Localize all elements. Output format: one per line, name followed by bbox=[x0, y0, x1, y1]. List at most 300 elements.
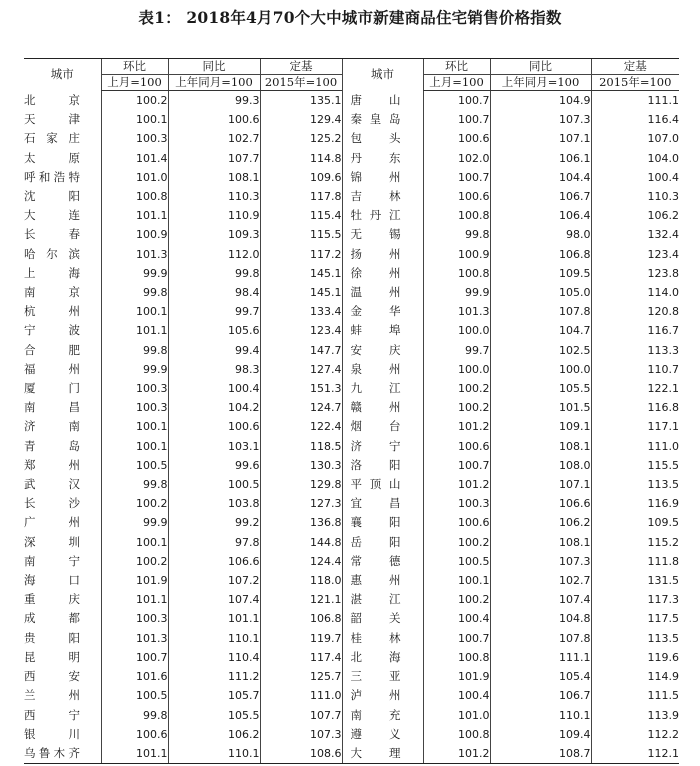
city-cell bbox=[24, 417, 101, 436]
table-row bbox=[24, 456, 679, 475]
city-cell bbox=[342, 168, 423, 187]
base-value: 130.3 bbox=[260, 456, 342, 475]
yoy-value: 98.3 bbox=[168, 360, 260, 379]
mom-value: 100.6 bbox=[423, 187, 490, 206]
mom-value: 100.8 bbox=[423, 725, 490, 744]
yoy-value: 102.5 bbox=[490, 341, 591, 360]
yoy-value: 110.9 bbox=[168, 206, 260, 225]
yoy-value: 99.6 bbox=[168, 456, 260, 475]
table-row bbox=[24, 552, 679, 571]
table-row bbox=[24, 725, 679, 744]
base-value: 136.8 bbox=[260, 513, 342, 532]
city-cell bbox=[342, 264, 423, 283]
yoy-value: 100.6 bbox=[168, 110, 260, 129]
base-value: 123.4 bbox=[260, 321, 342, 340]
mom-value: 101.9 bbox=[423, 667, 490, 686]
mom-value: 100.7 bbox=[423, 456, 490, 475]
mom-value: 101.2 bbox=[423, 417, 490, 436]
city-name: 天 津 bbox=[24, 112, 80, 127]
yoy-value: 111.2 bbox=[168, 667, 260, 686]
city-name: 徐 州 bbox=[350, 265, 401, 280]
city-name: 海 口 bbox=[24, 573, 80, 588]
base-value: 117.5 bbox=[591, 609, 679, 628]
city-name: 北 京 bbox=[24, 92, 80, 107]
mom-value: 100.8 bbox=[423, 264, 490, 283]
mom-value: 100.1 bbox=[101, 302, 168, 321]
city-cell bbox=[342, 648, 423, 667]
yoy-value: 105.5 bbox=[168, 706, 260, 725]
mom-value: 100.9 bbox=[101, 225, 168, 244]
mom-value: 101.1 bbox=[101, 206, 168, 225]
table-body bbox=[24, 91, 679, 764]
city-name: 乌鲁木齐 bbox=[24, 745, 80, 760]
base-value: 114.8 bbox=[260, 149, 342, 168]
yoy-value: 107.8 bbox=[490, 302, 591, 321]
mom-value: 101.9 bbox=[101, 571, 168, 590]
city-name: 西 安 bbox=[24, 669, 80, 684]
city-name: 沈 阳 bbox=[24, 189, 80, 204]
base-value: 113.5 bbox=[591, 475, 679, 494]
base-value: 118.5 bbox=[260, 437, 342, 456]
city-name: 烟 台 bbox=[350, 419, 401, 434]
city-cell bbox=[24, 744, 101, 764]
city-cell bbox=[342, 283, 423, 302]
city-cell bbox=[24, 168, 101, 187]
base-value: 122.4 bbox=[260, 417, 342, 436]
base-value: 106.8 bbox=[260, 609, 342, 628]
city-name: 南 宁 bbox=[24, 553, 80, 568]
city-cell bbox=[24, 129, 101, 148]
base-value: 111.5 bbox=[591, 686, 679, 705]
mom-value: 101.2 bbox=[423, 744, 490, 764]
city-cell bbox=[24, 302, 101, 321]
base-value: 115.5 bbox=[260, 225, 342, 244]
mom-value: 101.3 bbox=[423, 302, 490, 321]
mom-value: 100.8 bbox=[101, 187, 168, 206]
yoy-value: 103.1 bbox=[168, 437, 260, 456]
city-cell bbox=[24, 187, 101, 206]
city-cell bbox=[342, 494, 423, 513]
city-name: 哈尔滨 bbox=[24, 246, 80, 261]
city-cell bbox=[24, 533, 101, 552]
city-cell bbox=[24, 552, 101, 571]
base-value: 131.5 bbox=[591, 571, 679, 590]
city-cell bbox=[342, 533, 423, 552]
header-mom-right: 环比 bbox=[423, 59, 490, 75]
yoy-value: 108.7 bbox=[490, 744, 591, 764]
header-yoy: 同比 bbox=[168, 59, 260, 75]
city-cell bbox=[342, 245, 423, 264]
city-name: 锦 州 bbox=[350, 169, 401, 184]
city-cell bbox=[24, 648, 101, 667]
mom-value: 101.1 bbox=[101, 590, 168, 609]
base-value: 121.1 bbox=[260, 590, 342, 609]
yoy-value: 106.6 bbox=[490, 494, 591, 513]
city-name: 宁 波 bbox=[24, 323, 80, 338]
table-row bbox=[24, 149, 679, 168]
yoy-value: 98.0 bbox=[490, 225, 591, 244]
city-cell bbox=[342, 552, 423, 571]
city-cell bbox=[342, 706, 423, 725]
mom-value: 100.5 bbox=[101, 456, 168, 475]
city-name: 济 宁 bbox=[350, 438, 401, 453]
header-city-right: 城市 bbox=[342, 59, 423, 91]
city-cell bbox=[24, 686, 101, 705]
yoy-value: 108.1 bbox=[490, 437, 591, 456]
base-value: 145.1 bbox=[260, 283, 342, 302]
header-yoy-right: 同比 bbox=[490, 59, 591, 75]
yoy-value: 110.1 bbox=[168, 629, 260, 648]
yoy-value: 107.1 bbox=[490, 475, 591, 494]
yoy-value: 107.4 bbox=[490, 590, 591, 609]
city-cell bbox=[24, 437, 101, 456]
city-name: 南 充 bbox=[350, 707, 401, 722]
yoy-value: 109.4 bbox=[490, 725, 591, 744]
yoy-value: 103.8 bbox=[168, 494, 260, 513]
table-row bbox=[24, 629, 679, 648]
mom-value: 101.2 bbox=[423, 475, 490, 494]
table-row bbox=[24, 187, 679, 206]
yoy-value: 107.3 bbox=[490, 110, 591, 129]
yoy-value: 99.2 bbox=[168, 513, 260, 532]
yoy-value: 101.5 bbox=[490, 398, 591, 417]
mom-value: 100.1 bbox=[101, 110, 168, 129]
mom-value: 100.8 bbox=[423, 206, 490, 225]
base-value: 119.6 bbox=[591, 648, 679, 667]
city-cell bbox=[24, 245, 101, 264]
city-name: 包 头 bbox=[350, 131, 401, 146]
yoy-value: 106.7 bbox=[490, 187, 591, 206]
base-value: 116.4 bbox=[591, 110, 679, 129]
city-name: 遵 义 bbox=[350, 726, 401, 741]
city-cell bbox=[24, 110, 101, 129]
yoy-value: 107.1 bbox=[490, 129, 591, 148]
base-value: 113.5 bbox=[591, 629, 679, 648]
city-cell bbox=[24, 379, 101, 398]
mom-value: 102.0 bbox=[423, 149, 490, 168]
city-cell bbox=[342, 129, 423, 148]
city-cell bbox=[342, 321, 423, 340]
table-row bbox=[24, 667, 679, 686]
city-name: 石家庄 bbox=[24, 131, 80, 146]
base-value: 145.1 bbox=[260, 264, 342, 283]
mom-value: 99.9 bbox=[101, 264, 168, 283]
base-value: 125.2 bbox=[260, 129, 342, 148]
yoy-value: 106.7 bbox=[490, 686, 591, 705]
base-value: 100.4 bbox=[591, 168, 679, 187]
table-row bbox=[24, 168, 679, 187]
city-name: 北 海 bbox=[350, 649, 401, 664]
city-name: 牡丹江 bbox=[350, 208, 401, 223]
city-cell bbox=[342, 456, 423, 475]
yoy-value: 108.1 bbox=[490, 533, 591, 552]
yoy-value: 110.1 bbox=[490, 706, 591, 725]
yoy-value: 104.2 bbox=[168, 398, 260, 417]
yoy-value: 106.2 bbox=[490, 513, 591, 532]
base-value: 120.8 bbox=[591, 302, 679, 321]
mom-value: 100.5 bbox=[423, 552, 490, 571]
city-cell bbox=[24, 475, 101, 494]
mom-value: 99.8 bbox=[101, 341, 168, 360]
mom-value: 100.2 bbox=[423, 379, 490, 398]
city-cell bbox=[342, 91, 423, 111]
header-yoy-sub: 上年同月=100 bbox=[168, 75, 260, 91]
yoy-value: 105.4 bbox=[490, 667, 591, 686]
base-value: 135.1 bbox=[260, 91, 342, 111]
city-cell bbox=[342, 475, 423, 494]
yoy-value: 110.3 bbox=[168, 187, 260, 206]
mom-value: 100.2 bbox=[101, 91, 168, 111]
table-row bbox=[24, 360, 679, 379]
mom-value: 99.9 bbox=[423, 283, 490, 302]
yoy-value: 104.4 bbox=[490, 168, 591, 187]
base-value: 113.9 bbox=[591, 706, 679, 725]
yoy-value: 104.9 bbox=[490, 91, 591, 111]
city-cell bbox=[342, 302, 423, 321]
mom-value: 100.2 bbox=[423, 533, 490, 552]
base-value: 117.8 bbox=[260, 187, 342, 206]
city-name: 杭 州 bbox=[24, 304, 80, 319]
yoy-value: 100.4 bbox=[168, 379, 260, 398]
mom-value: 101.3 bbox=[101, 629, 168, 648]
mom-value: 100.1 bbox=[101, 417, 168, 436]
header-mom-sub: 上月=100 bbox=[101, 75, 168, 91]
yoy-value: 109.1 bbox=[490, 417, 591, 436]
yoy-value: 107.7 bbox=[168, 149, 260, 168]
city-cell bbox=[342, 590, 423, 609]
city-cell bbox=[342, 149, 423, 168]
table-row bbox=[24, 206, 679, 225]
yoy-value: 104.8 bbox=[490, 609, 591, 628]
mom-value: 100.3 bbox=[101, 609, 168, 628]
base-value: 129.4 bbox=[260, 110, 342, 129]
yoy-value: 109.5 bbox=[490, 264, 591, 283]
mom-value: 99.8 bbox=[101, 475, 168, 494]
table-row bbox=[24, 744, 679, 764]
base-value: 117.2 bbox=[260, 245, 342, 264]
city-name: 岳 阳 bbox=[350, 534, 401, 549]
city-name: 桂 林 bbox=[350, 630, 401, 645]
city-cell bbox=[342, 571, 423, 590]
city-name: 泉 州 bbox=[350, 361, 401, 376]
table-row bbox=[24, 590, 679, 609]
yoy-value: 102.7 bbox=[168, 129, 260, 148]
header-base-right: 定基 bbox=[591, 59, 679, 75]
city-name: 呼和浩特 bbox=[24, 169, 80, 184]
mom-value: 100.7 bbox=[423, 629, 490, 648]
city-name: 上 海 bbox=[24, 265, 80, 280]
table-row bbox=[24, 648, 679, 667]
base-value: 117.1 bbox=[591, 417, 679, 436]
table-row bbox=[24, 533, 679, 552]
city-name: 大 连 bbox=[24, 208, 80, 223]
city-cell bbox=[24, 149, 101, 168]
base-value: 115.5 bbox=[591, 456, 679, 475]
mom-value: 100.4 bbox=[423, 686, 490, 705]
yoy-value: 100.0 bbox=[490, 360, 591, 379]
city-cell bbox=[24, 513, 101, 532]
city-cell bbox=[342, 398, 423, 417]
base-value: 111.8 bbox=[591, 552, 679, 571]
mom-value: 100.5 bbox=[101, 686, 168, 705]
city-cell bbox=[342, 360, 423, 379]
base-value: 114.0 bbox=[591, 283, 679, 302]
base-value: 124.4 bbox=[260, 552, 342, 571]
city-name: 温 州 bbox=[350, 285, 401, 300]
base-value: 111.0 bbox=[260, 686, 342, 705]
city-cell bbox=[24, 264, 101, 283]
city-cell bbox=[24, 321, 101, 340]
mom-value: 99.8 bbox=[101, 283, 168, 302]
table-row bbox=[24, 91, 679, 111]
base-value: 110.7 bbox=[591, 360, 679, 379]
header-mom: 环比 bbox=[101, 59, 168, 75]
city-name: 深 圳 bbox=[24, 534, 80, 549]
mom-value: 100.1 bbox=[423, 571, 490, 590]
city-name: 安 庆 bbox=[350, 342, 401, 357]
city-name: 郑 州 bbox=[24, 457, 80, 472]
mom-value: 101.0 bbox=[423, 706, 490, 725]
header-base-sub: 2015年=100 bbox=[260, 75, 342, 91]
city-name: 宜 昌 bbox=[350, 496, 401, 511]
base-value: 123.8 bbox=[591, 264, 679, 283]
yoy-value: 106.6 bbox=[168, 552, 260, 571]
yoy-value: 106.4 bbox=[490, 206, 591, 225]
yoy-value: 106.2 bbox=[168, 725, 260, 744]
yoy-value: 107.3 bbox=[490, 552, 591, 571]
yoy-value: 110.1 bbox=[168, 744, 260, 764]
mom-value: 100.1 bbox=[101, 533, 168, 552]
base-value: 129.8 bbox=[260, 475, 342, 494]
table-row bbox=[24, 302, 679, 321]
city-cell bbox=[342, 341, 423, 360]
city-cell bbox=[24, 609, 101, 628]
yoy-value: 105.0 bbox=[490, 283, 591, 302]
city-cell bbox=[342, 187, 423, 206]
base-value: 112.2 bbox=[591, 725, 679, 744]
mom-value: 101.0 bbox=[101, 168, 168, 187]
base-value: 106.2 bbox=[591, 206, 679, 225]
base-value: 107.0 bbox=[591, 129, 679, 148]
city-cell bbox=[342, 629, 423, 648]
mom-value: 100.4 bbox=[423, 609, 490, 628]
city-name: 洛 阳 bbox=[350, 457, 401, 472]
city-name: 九 江 bbox=[350, 381, 401, 396]
city-cell bbox=[24, 706, 101, 725]
city-name: 武 汉 bbox=[24, 477, 80, 492]
table-row bbox=[24, 398, 679, 417]
base-value: 112.1 bbox=[591, 744, 679, 764]
city-name: 贵 阳 bbox=[24, 630, 80, 645]
city-name: 兰 州 bbox=[24, 688, 80, 703]
mom-value: 100.3 bbox=[101, 398, 168, 417]
table-row bbox=[24, 417, 679, 436]
city-name: 泸 州 bbox=[350, 688, 401, 703]
city-cell bbox=[24, 91, 101, 111]
city-name: 合 肥 bbox=[24, 342, 80, 357]
yoy-value: 99.7 bbox=[168, 302, 260, 321]
mom-value: 100.2 bbox=[101, 552, 168, 571]
mom-value: 99.8 bbox=[423, 225, 490, 244]
mom-value: 100.7 bbox=[101, 648, 168, 667]
header-mom-sub-right: 上月=100 bbox=[423, 75, 490, 91]
base-value: 116.8 bbox=[591, 398, 679, 417]
base-value: 114.9 bbox=[591, 667, 679, 686]
city-name: 金 华 bbox=[350, 304, 401, 319]
city-cell bbox=[342, 609, 423, 628]
city-name: 扬 州 bbox=[350, 246, 401, 261]
city-name: 银 川 bbox=[24, 726, 80, 741]
city-name: 丹 东 bbox=[350, 150, 401, 165]
table-row bbox=[24, 245, 679, 264]
table-row bbox=[24, 609, 679, 628]
mom-value: 100.2 bbox=[101, 494, 168, 513]
mom-value: 100.7 bbox=[423, 110, 490, 129]
table-row bbox=[24, 513, 679, 532]
mom-value: 101.1 bbox=[101, 321, 168, 340]
mom-value: 101.4 bbox=[101, 149, 168, 168]
base-value: 110.3 bbox=[591, 187, 679, 206]
city-name: 平顶山 bbox=[350, 477, 401, 492]
city-cell bbox=[24, 283, 101, 302]
base-value: 124.7 bbox=[260, 398, 342, 417]
mom-value: 101.1 bbox=[101, 744, 168, 764]
yoy-value: 100.5 bbox=[168, 475, 260, 494]
yoy-value: 107.4 bbox=[168, 590, 260, 609]
city-name: 长 沙 bbox=[24, 496, 80, 511]
base-value: 125.7 bbox=[260, 667, 342, 686]
yoy-value: 99.8 bbox=[168, 264, 260, 283]
city-cell bbox=[24, 206, 101, 225]
city-cell bbox=[24, 667, 101, 686]
base-value: 113.3 bbox=[591, 341, 679, 360]
yoy-value: 99.4 bbox=[168, 341, 260, 360]
yoy-value: 98.4 bbox=[168, 283, 260, 302]
city-name: 赣 州 bbox=[350, 400, 401, 415]
yoy-value: 101.1 bbox=[168, 609, 260, 628]
mom-value: 100.2 bbox=[423, 398, 490, 417]
mom-value: 100.3 bbox=[423, 494, 490, 513]
base-value: 151.3 bbox=[260, 379, 342, 398]
base-value: 133.4 bbox=[260, 302, 342, 321]
mom-value: 100.0 bbox=[423, 360, 490, 379]
city-name: 三 亚 bbox=[350, 669, 401, 684]
city-cell bbox=[342, 744, 423, 764]
city-name: 吉 林 bbox=[350, 189, 401, 204]
base-value: 117.4 bbox=[260, 648, 342, 667]
city-name: 襄 阳 bbox=[350, 515, 401, 530]
mom-value: 101.3 bbox=[101, 245, 168, 264]
mom-value: 100.6 bbox=[423, 129, 490, 148]
mom-value: 100.6 bbox=[423, 513, 490, 532]
base-value: 115.2 bbox=[591, 533, 679, 552]
mom-value: 99.7 bbox=[423, 341, 490, 360]
city-name: 南 昌 bbox=[24, 400, 80, 415]
base-value: 115.4 bbox=[260, 206, 342, 225]
city-name: 福 州 bbox=[24, 361, 80, 376]
header-base: 定基 bbox=[260, 59, 342, 75]
table-row bbox=[24, 475, 679, 494]
table-row bbox=[24, 264, 679, 283]
header-city: 城市 bbox=[24, 59, 101, 91]
city-cell bbox=[342, 379, 423, 398]
mom-value: 100.3 bbox=[101, 379, 168, 398]
city-cell bbox=[342, 417, 423, 436]
city-cell bbox=[24, 629, 101, 648]
base-value: 107.3 bbox=[260, 725, 342, 744]
city-name: 蚌 埠 bbox=[350, 323, 401, 338]
city-name: 唐 山 bbox=[350, 92, 401, 107]
